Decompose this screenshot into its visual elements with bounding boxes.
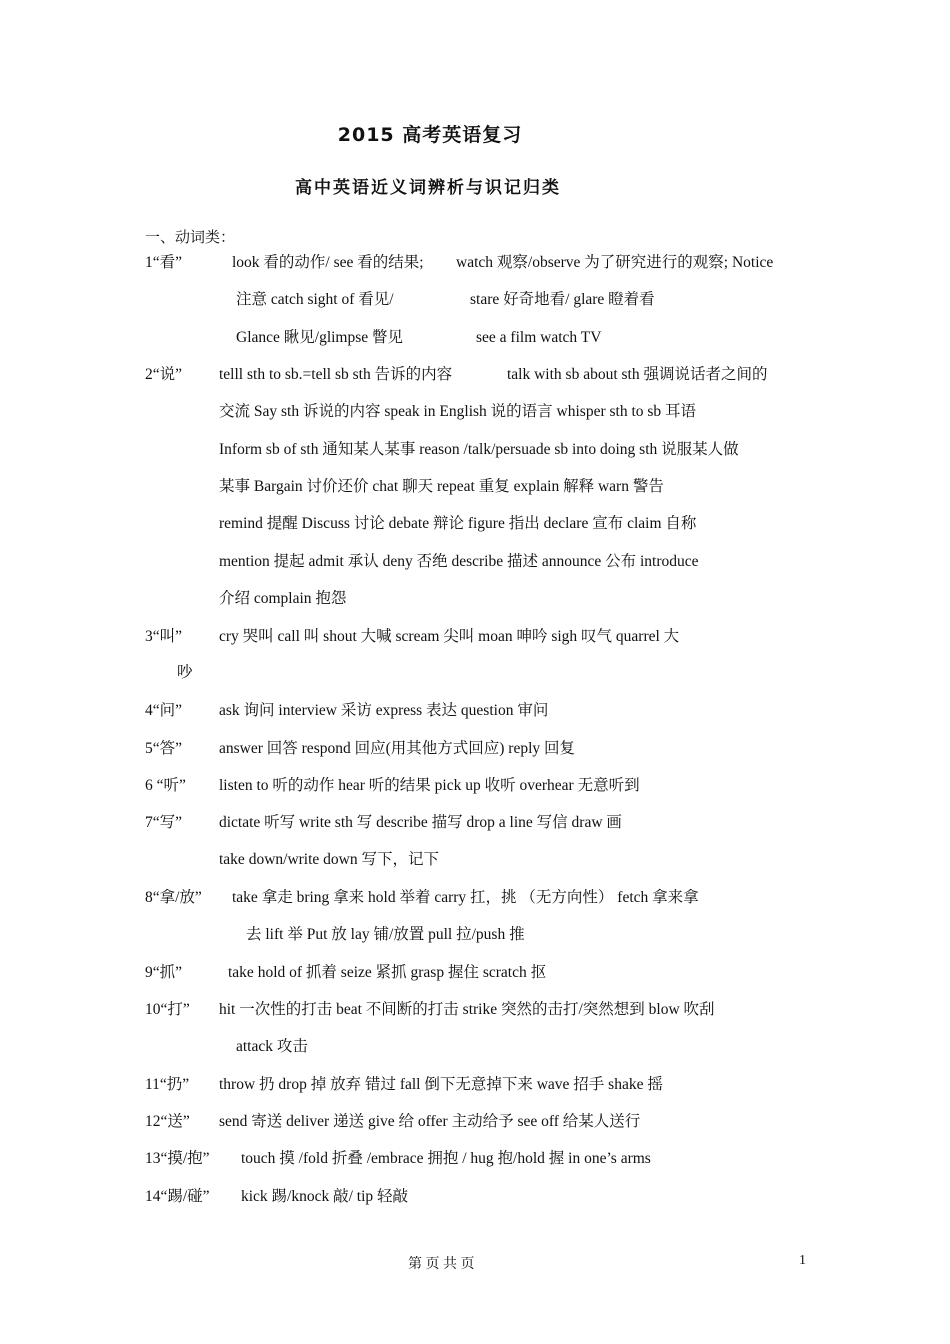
- page-footer-label: 第 页 共 页: [408, 1257, 475, 1272]
- vocab-line: 注意 catch sight of 看见/: [236, 291, 394, 308]
- vocab-line: 介绍 complain 抱怨: [219, 590, 347, 607]
- vocab-line: touch 摸 /fold 折叠 /embrace 拥抱 / hug 抱/hold 握 in one’s arms: [241, 1150, 651, 1167]
- vocab-line: ask 询问 interview 采访 express 表达 question 审问: [219, 702, 549, 719]
- vocab-line: send 寄送 deliver 递送 give 给 offer 主动给予 see off 给某人送行: [219, 1113, 641, 1130]
- vocab-line: 11“扔”: [145, 1076, 190, 1093]
- page-number: 1: [799, 1253, 806, 1268]
- document-title: 2015 高考英语复习: [337, 124, 523, 146]
- vocab-line: throw 扔 drop 掉 放弃 错过 fall 倒下无意掉下来 wave 招手 shake 摇: [219, 1076, 663, 1093]
- vocab-line: 13“摸/抱”: [145, 1150, 210, 1167]
- vocab-line: take down/write down 写下，记下: [219, 851, 439, 868]
- vocab-line: 3“叫”: [145, 628, 183, 645]
- vocab-line: dictate 听写 write sth 写 describe 描写 drop a line 写信 draw 画: [219, 814, 622, 831]
- document-subtitle: 高中英语近义词辨析与识记归类: [295, 178, 561, 198]
- vocab-line: 7“写”: [145, 814, 183, 831]
- vocab-line: take hold of 抓着 seize 紧抓 grasp 握住 scratch 抠: [228, 964, 547, 981]
- vocab-line: take 拿走 bring 拿来 hold 举着 carry 扛，挑 （无方向性） fetch 拿来拿: [232, 889, 699, 906]
- vocab-line: 吵: [177, 664, 193, 681]
- vocab-line: look 看的动作/ see 看的结果;: [232, 254, 424, 271]
- vocab-line: telll sth to sb.=tell sb sth 告诉的内容: [219, 366, 453, 383]
- vocab-line: 2“说”: [145, 366, 183, 383]
- vocab-line: remind 提醒 Discuss 讨论 debate 辩论 figure 指出 declare 宣布 claim 自称: [219, 515, 697, 532]
- vocab-line: see a film watch TV: [476, 329, 602, 346]
- vocab-line: 6 “听”: [145, 777, 186, 794]
- vocab-line: 14“踢/碰”: [145, 1188, 210, 1205]
- vocab-line: 1“看”: [145, 254, 183, 271]
- section-heading: 一、动词类：: [145, 230, 236, 246]
- vocab-line: 去 lift 举 Put 放 lay 铺/放置 pull 拉/push 推: [246, 926, 525, 943]
- vocab-line: 4“问”: [145, 702, 183, 719]
- vocab-line: hit 一次性的打击 beat 不间断的打击 strike 突然的击打/突然想到 blow 吹刮: [219, 1001, 715, 1018]
- vocab-line: 8“拿/放”: [145, 889, 202, 906]
- vocab-line: talk with sb about sth 强调说话者之间的: [507, 366, 768, 383]
- vocab-line: Glance 瞅见/glimpse 瞥见: [236, 329, 404, 346]
- vocab-line: mention 提起 admit 承认 deny 否绝 describe 描述 announce 公布 introduce: [219, 553, 699, 570]
- vocab-line: attack 攻击: [236, 1038, 308, 1055]
- vocab-line: 交流 Say sth 诉说的内容 speak in English 说的语言 whisper sth to sb 耳语: [219, 403, 697, 420]
- vocab-line: stare 好奇地看/ glare 瞪着看: [470, 291, 655, 308]
- vocab-line: 5“答”: [145, 740, 183, 757]
- vocab-line: 某事 Bargain 讨价还价 chat 聊天 repeat 重复 explain 解释 warn 警告: [219, 478, 664, 495]
- vocab-line: cry 哭叫 call 叫 shout 大喊 scream 尖叫 moan 呻吟 sigh 叹气 quarrel 大: [219, 628, 680, 645]
- vocab-line: watch 观察/observe 为了研究进行的观察; Notice: [456, 254, 774, 271]
- vocab-line: 12“送”: [145, 1113, 190, 1130]
- vocab-line: kick 踢/knock 敲/ tip 轻敲: [241, 1188, 409, 1205]
- vocab-line: answer 回答 respond 回应(用其他方式回应) reply 回复: [219, 740, 576, 757]
- vocab-line: Inform sb of sth 通知某人某事 reason /talk/persuade sb into doing sth 说服某人做: [219, 441, 739, 458]
- vocab-line: 9“抓”: [145, 964, 183, 981]
- vocab-line: listen to 听的动作 hear 听的结果 pick up 收听 overhear 无意听到: [219, 777, 640, 794]
- vocab-line: 10“打”: [145, 1001, 190, 1018]
